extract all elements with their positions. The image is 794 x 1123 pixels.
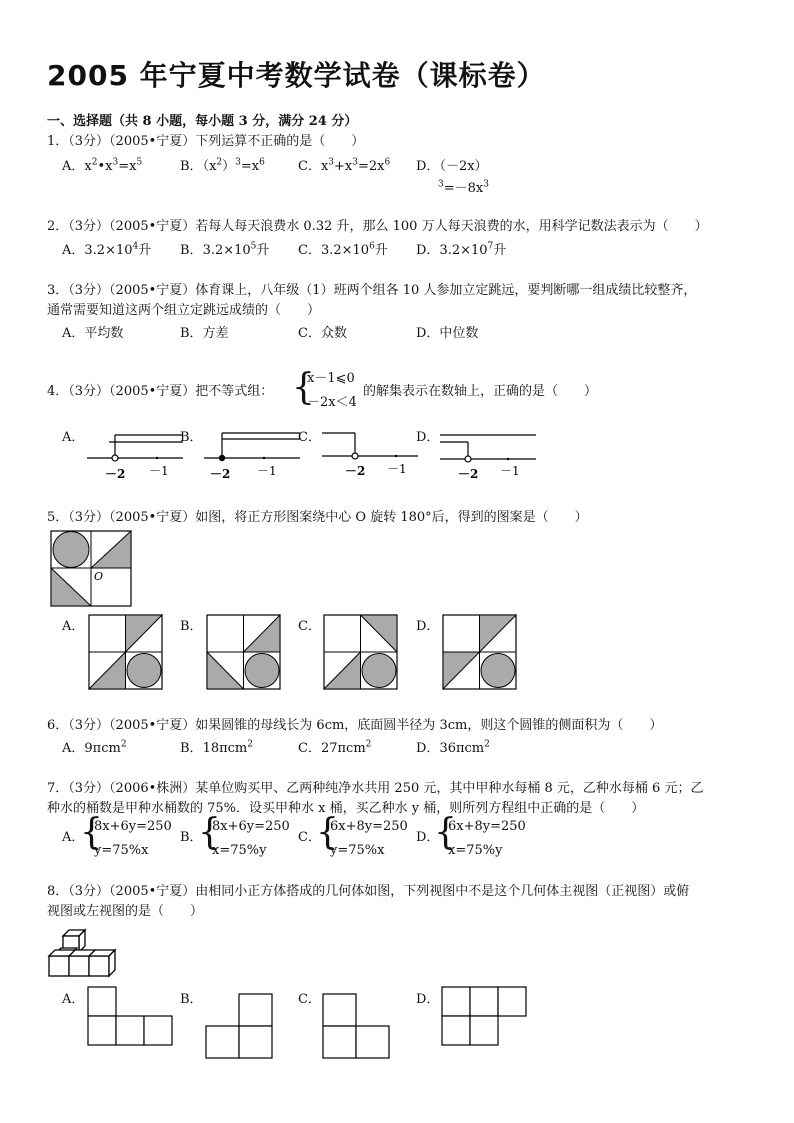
question-7-stem-line1: 7．（3分）（2006•株洲）某单位购买甲、乙两种纯净水共用 250 元，其中甲种水每桶 8 元，乙种水每桶 6 元；乙 <box>47 781 704 796</box>
q6-option-a[interactable]: A．9πcm$^2$ <box>62 739 127 756</box>
question-6-stem: 6．（3分）（2005•宁夏）如果圆锥的母线长为 6cm，底面圆半径为 3cm，则这个圆锥的侧面积为（ ） <box>47 718 663 733</box>
q7-c-eq2: y=75%x <box>330 843 385 858</box>
number-line-c <box>320 425 420 485</box>
q3-option-a[interactable]: A．平均数 <box>62 326 124 341</box>
q8-option-b-label[interactable]: B． <box>180 992 203 1007</box>
q2-option-c[interactable]: C．$3.2\times 10^6$升 <box>298 241 388 258</box>
q4-option-a-label[interactable]: A． <box>62 430 85 445</box>
q3-option-b[interactable]: B．方差 <box>180 326 229 341</box>
q5-option-c-label[interactable]: C． <box>298 619 321 634</box>
q8-option-c-label[interactable]: C． <box>298 992 321 1007</box>
q2-option-d[interactable]: D．$3.2\times 10^7$升 <box>416 241 507 258</box>
q2-option-b[interactable]: B．$3.2\times 10^5$升 <box>180 241 270 258</box>
q3-option-c[interactable]: C．众数 <box>298 326 347 341</box>
question-2-stem: 2．（3分）（2005•宁夏）若每人每天浪费水 0.32 升，那么 100 万人每天浪费的水，用科学记数法表示为（ ） <box>47 219 708 234</box>
question-3-stem-line1: 3．（3分）（2005•宁夏）体育课上，八年级（1）班两个组各 10 人参加立定跳远，要判断哪一组成绩比较整齐， <box>47 283 697 298</box>
q1-option-d[interactable]: D．（－2x） <box>416 159 488 174</box>
q7-c-eq1: 6x+8y=250 <box>330 819 408 834</box>
q5-option-d-figure <box>442 614 517 690</box>
q6-option-c[interactable]: C．27πcm$^2$ <box>298 739 372 756</box>
question-5-stem: 5．（3分）（2005•宁夏）如图，将正方形图案绕中心 O 旋转 180°后，得到的图案是（ ） <box>47 510 588 525</box>
system-brace: { <box>198 812 221 853</box>
question-8-stem-line2: 视图或左视图的是（ ） <box>47 904 204 919</box>
q7-d-eq1: 6x+8y=250 <box>448 819 526 834</box>
tick-point <box>156 457 158 459</box>
question-8-stem-line1: 8．（3分）（2005•宁夏）由相同小正方体搭成的几何体如图，下列视图中不是这个几何体主视图（正视图）或俯 <box>47 884 690 899</box>
closed-point <box>219 455 225 461</box>
q5-option-b-figure <box>206 614 281 690</box>
question-1-stem: 1．（3分）（2005•宁夏）下列运算不正确的是（ ） <box>47 134 365 149</box>
q1-option-d-line2: $^3=-8x^3$ <box>438 179 489 196</box>
section-heading: 一、选择题（共 8 小题，每小题 3 分，满分 24 分） <box>47 114 358 129</box>
inequality-2: －2x＜4 <box>307 395 357 410</box>
q5-option-a-figure <box>88 614 163 690</box>
q7-b-eq1: 8x+6y=250 <box>212 819 290 834</box>
q1-option-b[interactable]: B．$(x^2)^3=x^6$ <box>180 157 265 174</box>
question-4-stem-pre: 4．（3分）（2005•宁夏）把不等式组： <box>47 384 274 399</box>
tick-label-minus-2: －2 <box>210 467 231 481</box>
q8-option-b-figure <box>205 993 275 1059</box>
q8-option-d-label[interactable]: D． <box>416 992 440 1007</box>
question-4-stem-post: 的解集表示在数轴上，正确的是（ ） <box>363 384 598 399</box>
q6-option-d[interactable]: D．36πcm$^2$ <box>416 739 490 756</box>
q3-option-d[interactable]: D．中位数 <box>416 326 479 341</box>
q7-option-a-label[interactable]: A． <box>62 830 85 845</box>
q8-cube-solid-figure <box>47 928 129 980</box>
system-brace: { <box>80 812 103 853</box>
q5-option-c-figure <box>323 614 398 690</box>
tick-label-minus-1: －1 <box>257 464 277 478</box>
system-brace: { <box>316 812 339 853</box>
q6-option-b[interactable]: B．18πcm$^2$ <box>180 739 253 756</box>
q8-option-a-label[interactable]: A． <box>62 992 85 1007</box>
q7-a-eq1: 8x+6y=250 <box>94 819 172 834</box>
q1-option-c[interactable]: C．$x^3+x^3=2x^6$ <box>298 157 391 174</box>
question-7-stem-line2: 种水的桶数是甲种水桶数的 75%．设买甲种水 x 桶，买乙种水 y 桶，则所列方程组中正确的是（ ） <box>47 801 645 816</box>
q7-option-d-label[interactable]: D． <box>416 830 440 845</box>
inequality-1: x－1⩽0 <box>307 371 355 386</box>
tick-label-minus-2: －2 <box>105 467 126 481</box>
q8-option-d-figure <box>441 986 529 1046</box>
q7-b-eq2: x=75%y <box>212 843 267 858</box>
q5-option-a-label[interactable]: A． <box>62 619 85 634</box>
q8-option-a-figure <box>87 986 177 1046</box>
q1-option-a[interactable]: A．$x^2•x^3=x^5$ <box>62 157 143 174</box>
q7-d-eq2: x=75%y <box>448 843 503 858</box>
system-brace: { <box>292 367 315 408</box>
q5-original-pattern <box>50 530 132 607</box>
circle-shape <box>53 532 89 568</box>
q2-option-a[interactable]: A．$3.2\times 10^4$升 <box>62 241 152 258</box>
q4-option-d-label[interactable]: D． <box>416 430 440 445</box>
number-line-b <box>202 425 302 485</box>
tick-label-minus-1: －1 <box>500 464 520 478</box>
question-3-stem-line2: 通常需要知道这两个组立定跳远成绩的（ ） <box>47 303 321 318</box>
q4-option-c-label[interactable]: C． <box>298 430 321 445</box>
q7-a-eq2: y=75%x <box>94 843 149 858</box>
tick-label-minus-2: －2 <box>458 467 479 481</box>
tick-label-minus-1: －1 <box>149 464 169 478</box>
tick-label-minus-2: －2 <box>345 464 366 478</box>
q8-option-c-figure <box>322 993 392 1059</box>
q7-option-b-label[interactable]: B． <box>180 830 203 845</box>
number-line-d <box>438 425 538 485</box>
open-point <box>112 455 118 461</box>
q7-option-c-label[interactable]: C． <box>298 830 321 845</box>
center-label-o: O <box>94 570 104 583</box>
number-line-a <box>85 425 185 485</box>
system-brace: { <box>434 812 457 853</box>
page-title: 2005 年宁夏中考数学试卷（课标卷） <box>47 59 546 92</box>
q5-option-d-label[interactable]: D． <box>416 619 440 634</box>
tick-label-minus-1: －1 <box>387 462 407 476</box>
q4-option-b-label[interactable]: B． <box>180 430 203 445</box>
q5-option-b-label[interactable]: B． <box>180 619 203 634</box>
